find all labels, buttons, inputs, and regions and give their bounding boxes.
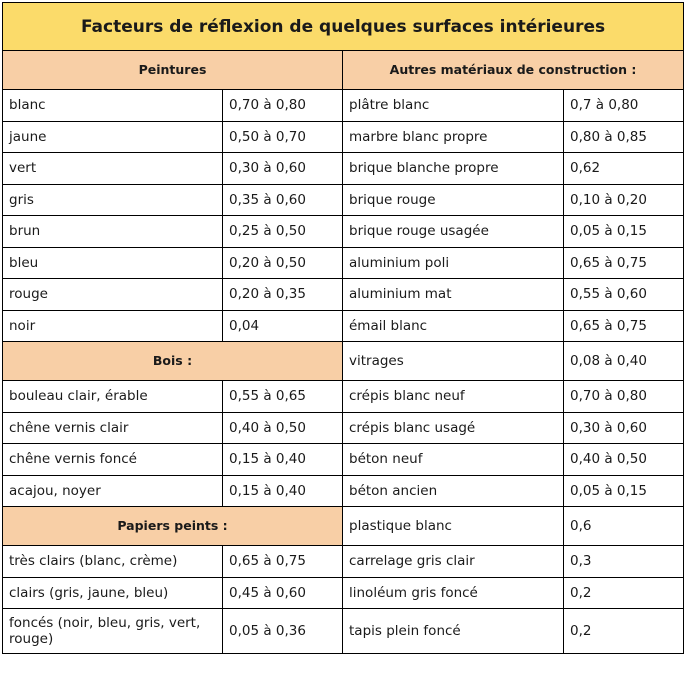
reflection-value: 0,10 à 0,20 <box>564 184 684 216</box>
reflection-value: 0,70 à 0,80 <box>223 90 343 122</box>
section-header-papiers: Papiers peints : <box>3 507 343 546</box>
material-name: plastique blanc <box>343 507 564 546</box>
reflection-value: 0,55 à 0,65 <box>223 381 343 413</box>
material-name: béton ancien <box>343 475 564 507</box>
material-name: foncés (noir, bleu, gris, vert, rouge) <box>3 609 223 654</box>
table-row <box>3 444 684 476</box>
material-name: aluminium mat <box>343 279 564 311</box>
section-header-bois: Bois : <box>3 342 343 381</box>
reflection-value: 0,62 <box>564 153 684 185</box>
material-name: blanc <box>3 90 223 122</box>
material-name: brique blanche propre <box>343 153 564 185</box>
material-name: chêne vernis foncé <box>3 444 223 476</box>
reflection-value: 0,2 <box>564 609 684 654</box>
reflection-value: 0,05 à 0,36 <box>223 609 343 654</box>
material-name: noir <box>3 310 223 342</box>
material-name: marbre blanc propre <box>343 121 564 153</box>
reflection-value: 0,20 à 0,35 <box>223 279 343 311</box>
reflection-value: 0,65 à 0,75 <box>564 247 684 279</box>
material-name: aluminium poli <box>343 247 564 279</box>
material-name: acajou, noyer <box>3 475 223 507</box>
material-name: vert <box>3 153 223 185</box>
table-row <box>3 412 684 444</box>
material-name: vitrages <box>343 342 564 381</box>
table-row <box>3 507 684 546</box>
reflection-value: 0,50 à 0,70 <box>223 121 343 153</box>
reflection-value: 0,65 à 0,75 <box>564 310 684 342</box>
table-row <box>3 121 684 153</box>
reflection-value: 0,55 à 0,60 <box>564 279 684 311</box>
material-name: bouleau clair, érable <box>3 381 223 413</box>
reflection-value: 0,45 à 0,60 <box>223 577 343 609</box>
material-name: rouge <box>3 279 223 311</box>
table-row <box>3 279 684 311</box>
material-name: bleu <box>3 247 223 279</box>
reflection-value: 0,05 à 0,15 <box>564 475 684 507</box>
material-name: très clairs (blanc, crème) <box>3 546 223 578</box>
table-row <box>3 577 684 609</box>
reflection-value: 0,6 <box>564 507 684 546</box>
reflection-value: 0,15 à 0,40 <box>223 444 343 476</box>
table-row <box>3 90 684 122</box>
material-name: tapis plein foncé <box>343 609 564 654</box>
table-title: Facteurs de réflexion de quelques surfaces intérieures <box>3 3 684 51</box>
reflection-value: 0,15 à 0,40 <box>223 475 343 507</box>
table-row <box>3 342 684 381</box>
reflection-value: 0,25 à 0,50 <box>223 216 343 248</box>
reflection-value: 0,7 à 0,80 <box>564 90 684 122</box>
reflection-value: 0,70 à 0,80 <box>564 381 684 413</box>
table-row <box>3 310 684 342</box>
table-row <box>3 609 684 654</box>
material-name: plâtre blanc <box>343 90 564 122</box>
material-name: émail blanc <box>343 310 564 342</box>
section-header-peintures: Peintures <box>3 51 343 90</box>
material-name: jaune <box>3 121 223 153</box>
material-name: carrelage gris clair <box>343 546 564 578</box>
reflection-value: 0,65 à 0,75 <box>223 546 343 578</box>
material-name: brique rouge usagée <box>343 216 564 248</box>
reflection-value: 0,30 à 0,60 <box>223 153 343 185</box>
reflection-value: 0,40 à 0,50 <box>564 444 684 476</box>
table-row <box>3 247 684 279</box>
material-name: clairs (gris, jaune, bleu) <box>3 577 223 609</box>
material-name: crépis blanc usagé <box>343 412 564 444</box>
material-name: gris <box>3 184 223 216</box>
table-row <box>3 381 684 413</box>
material-name: linoléum gris foncé <box>343 577 564 609</box>
reflection-value: 0,35 à 0,60 <box>223 184 343 216</box>
table-row <box>3 216 684 248</box>
table-row <box>3 184 684 216</box>
reflection-value: 0,08 à 0,40 <box>564 342 684 381</box>
material-name: brique rouge <box>343 184 564 216</box>
material-name: chêne vernis clair <box>3 412 223 444</box>
reflection-value: 0,04 <box>223 310 343 342</box>
reflection-value: 0,40 à 0,50 <box>223 412 343 444</box>
reflection-value: 0,20 à 0,50 <box>223 247 343 279</box>
reflection-value: 0,80 à 0,85 <box>564 121 684 153</box>
table-row <box>3 546 684 578</box>
reflection-value: 0,2 <box>564 577 684 609</box>
reflection-value: 0,30 à 0,60 <box>564 412 684 444</box>
reflection-value: 0,3 <box>564 546 684 578</box>
material-name: brun <box>3 216 223 248</box>
reflection-value: 0,05 à 0,15 <box>564 216 684 248</box>
material-name: béton neuf <box>343 444 564 476</box>
reflection-table <box>2 2 684 654</box>
table-row <box>3 475 684 507</box>
table-row <box>3 153 684 185</box>
material-name: crépis blanc neuf <box>343 381 564 413</box>
section-header-autres: Autres matériaux de construction : <box>343 51 684 90</box>
